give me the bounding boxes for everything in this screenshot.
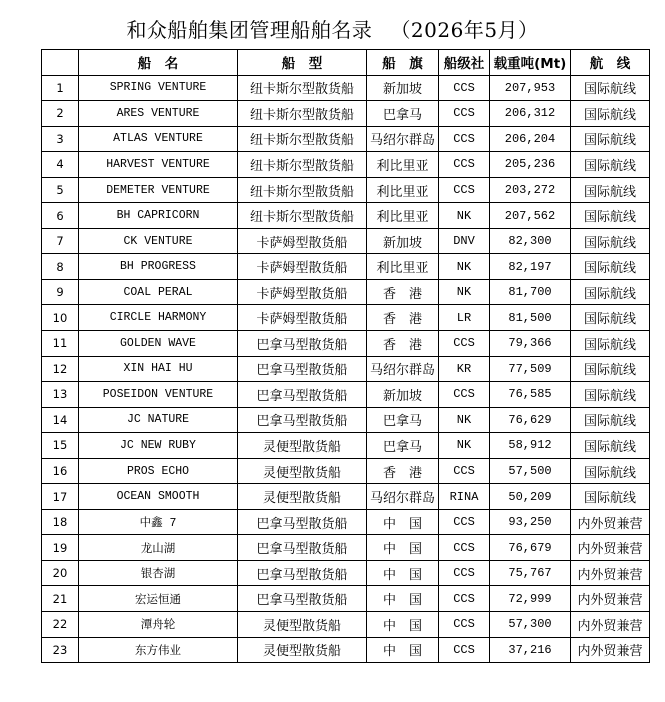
- dwt-cell: 50,209: [490, 484, 571, 510]
- ship-name-cell: XIN HAI HU: [79, 356, 238, 382]
- row-number: 11: [42, 331, 79, 357]
- ship-registry-table: [41, 49, 650, 663]
- flag-cell: 巴拿马: [367, 407, 439, 433]
- ship-name-cell: 中鑫 7: [79, 509, 238, 535]
- dwt-cell: 75,767: [490, 560, 571, 586]
- row-number: 2: [42, 101, 79, 127]
- table-row: [42, 637, 650, 663]
- table-row: [42, 356, 650, 382]
- flag-cell: 巴拿马: [367, 101, 439, 127]
- ship-type-cell: 巴拿马型散货船: [238, 331, 367, 357]
- row-number: 5: [42, 177, 79, 203]
- flag-cell: 香 港: [367, 279, 439, 305]
- row-number: 10: [42, 305, 79, 331]
- class-society-cell: CCS: [439, 101, 490, 127]
- class-society-cell: DNV: [439, 228, 490, 254]
- class-society-cell: LR: [439, 305, 490, 331]
- dwt-cell: 82,300: [490, 228, 571, 254]
- route-cell: 内外贸兼营: [571, 612, 650, 638]
- flag-cell: 马绍尔群岛: [367, 484, 439, 510]
- row-number: 16: [42, 458, 79, 484]
- ship-name-cell: OCEAN SMOOTH: [79, 484, 238, 510]
- ship-type-cell: 纽卡斯尔型散货船: [238, 101, 367, 127]
- ship-type-cell: 巴拿马型散货船: [238, 509, 367, 535]
- header-ship-type: 船 型: [238, 50, 367, 76]
- route-cell: 国际航线: [571, 203, 650, 229]
- dwt-cell: 37,216: [490, 637, 571, 663]
- flag-cell: 新加坡: [367, 228, 439, 254]
- dwt-cell: 57,500: [490, 458, 571, 484]
- route-cell: 国际航线: [571, 407, 650, 433]
- dwt-cell: 76,585: [490, 382, 571, 408]
- table-row: [42, 75, 650, 101]
- class-society-cell: CCS: [439, 126, 490, 152]
- ship-type-cell: 纽卡斯尔型散货船: [238, 152, 367, 178]
- dwt-cell: 58,912: [490, 433, 571, 459]
- ship-type-cell: 纽卡斯尔型散货船: [238, 203, 367, 229]
- table-row: [42, 203, 650, 229]
- class-society-cell: CCS: [439, 586, 490, 612]
- row-number: 14: [42, 407, 79, 433]
- route-cell: 内外贸兼营: [571, 535, 650, 561]
- row-number: 12: [42, 356, 79, 382]
- table-row: [42, 228, 650, 254]
- dwt-cell: 81,500: [490, 305, 571, 331]
- class-society-cell: NK: [439, 433, 490, 459]
- title-text: 和众船舶集团管理船舶名录: [126, 18, 373, 42]
- flag-cell: 中 国: [367, 509, 439, 535]
- row-number: 23: [42, 637, 79, 663]
- ship-name-cell: HARVEST VENTURE: [79, 152, 238, 178]
- ship-name-cell: 东方伟业: [79, 637, 238, 663]
- dwt-cell: 77,509: [490, 356, 571, 382]
- route-cell: 国际航线: [571, 305, 650, 331]
- class-society-cell: CCS: [439, 535, 490, 561]
- row-number: 7: [42, 228, 79, 254]
- dwt-cell: 205,236: [490, 152, 571, 178]
- route-cell: 国际航线: [571, 433, 650, 459]
- row-number: 13: [42, 382, 79, 408]
- dwt-cell: 206,312: [490, 101, 571, 127]
- ship-type-cell: 纽卡斯尔型散货船: [238, 126, 367, 152]
- route-cell: 国际航线: [571, 331, 650, 357]
- ship-name-cell: BH CAPRICORN: [79, 203, 238, 229]
- route-cell: 内外贸兼营: [571, 586, 650, 612]
- table-row: [42, 612, 650, 638]
- ship-type-cell: 卡萨姆型散货船: [238, 305, 367, 331]
- class-society-cell: CCS: [439, 612, 490, 638]
- flag-cell: 中 国: [367, 560, 439, 586]
- class-society-cell: NK: [439, 254, 490, 280]
- flag-cell: 利比里亚: [367, 254, 439, 280]
- flag-cell: 中 国: [367, 637, 439, 663]
- document-title: [0, 14, 665, 43]
- table-row: [42, 126, 650, 152]
- route-cell: 内外贸兼营: [571, 637, 650, 663]
- table-row: [42, 407, 650, 433]
- table-row: [42, 331, 650, 357]
- route-cell: 国际航线: [571, 382, 650, 408]
- class-society-cell: NK: [439, 279, 490, 305]
- route-cell: 内外贸兼营: [571, 509, 650, 535]
- ship-type-cell: 卡萨姆型散货船: [238, 228, 367, 254]
- row-number: 21: [42, 586, 79, 612]
- class-society-cell: RINA: [439, 484, 490, 510]
- ship-type-cell: 巴拿马型散货船: [238, 382, 367, 408]
- ship-name-cell: 宏运恒通: [79, 586, 238, 612]
- class-society-cell: CCS: [439, 637, 490, 663]
- route-cell: 国际航线: [571, 458, 650, 484]
- row-number: 9: [42, 279, 79, 305]
- route-cell: 国际航线: [571, 228, 650, 254]
- class-society-cell: CCS: [439, 177, 490, 203]
- dwt-cell: 207,953: [490, 75, 571, 101]
- class-society-cell: CCS: [439, 382, 490, 408]
- class-society-cell: NK: [439, 407, 490, 433]
- ship-type-cell: 灵便型散货船: [238, 484, 367, 510]
- title-date: （2026年5月）: [390, 18, 539, 42]
- route-cell: 内外贸兼营: [571, 560, 650, 586]
- ship-type-cell: 巴拿马型散货船: [238, 356, 367, 382]
- ship-type-cell: 灵便型散货船: [238, 458, 367, 484]
- ship-name-cell: ARES VENTURE: [79, 101, 238, 127]
- route-cell: 国际航线: [571, 101, 650, 127]
- route-cell: 国际航线: [571, 356, 650, 382]
- row-number: 18: [42, 509, 79, 535]
- class-society-cell: CCS: [439, 458, 490, 484]
- table-row: [42, 458, 650, 484]
- ship-name-cell: DEMETER VENTURE: [79, 177, 238, 203]
- ship-type-cell: 卡萨姆型散货船: [238, 279, 367, 305]
- table-row: [42, 152, 650, 178]
- ship-name-cell: JC NEW RUBY: [79, 433, 238, 459]
- flag-cell: 新加坡: [367, 382, 439, 408]
- ship-type-cell: 纽卡斯尔型散货船: [238, 177, 367, 203]
- ship-name-cell: POSEIDON VENTURE: [79, 382, 238, 408]
- flag-cell: 中 国: [367, 586, 439, 612]
- route-cell: 国际航线: [571, 279, 650, 305]
- class-society-cell: KR: [439, 356, 490, 382]
- ship-type-cell: 灵便型散货船: [238, 433, 367, 459]
- flag-cell: 香 港: [367, 305, 439, 331]
- flag-cell: 中 国: [367, 535, 439, 561]
- table-row: [42, 382, 650, 408]
- flag-cell: 马绍尔群岛: [367, 356, 439, 382]
- ship-name-cell: 银杏湖: [79, 560, 238, 586]
- ship-name-cell: SPRING VENTURE: [79, 75, 238, 101]
- class-society-cell: CCS: [439, 331, 490, 357]
- ship-name-cell: ATLAS VENTURE: [79, 126, 238, 152]
- ship-name-cell: JC NATURE: [79, 407, 238, 433]
- ship-type-cell: 巴拿马型散货船: [238, 586, 367, 612]
- table-row: [42, 177, 650, 203]
- row-number: 22: [42, 612, 79, 638]
- flag-cell: 马绍尔群岛: [367, 126, 439, 152]
- ship-type-cell: 纽卡斯尔型散货船: [238, 75, 367, 101]
- dwt-cell: 57,300: [490, 612, 571, 638]
- dwt-cell: 79,366: [490, 331, 571, 357]
- row-number: 3: [42, 126, 79, 152]
- table-row: [42, 560, 650, 586]
- table-row: [42, 586, 650, 612]
- header-class-society: 船级社: [439, 50, 490, 76]
- dwt-cell: 82,197: [490, 254, 571, 280]
- row-number: 8: [42, 254, 79, 280]
- flag-cell: 利比里亚: [367, 152, 439, 178]
- header-row: [42, 50, 650, 76]
- header-route: 航 线: [571, 50, 650, 76]
- table-row: [42, 433, 650, 459]
- dwt-cell: 76,629: [490, 407, 571, 433]
- table-row: [42, 484, 650, 510]
- row-number: 4: [42, 152, 79, 178]
- route-cell: 国际航线: [571, 152, 650, 178]
- row-number: 6: [42, 203, 79, 229]
- ship-type-cell: 灵便型散货船: [238, 612, 367, 638]
- ship-name-cell: 龙山湖: [79, 535, 238, 561]
- ship-name-cell: GOLDEN WAVE: [79, 331, 238, 357]
- flag-cell: 巴拿马: [367, 433, 439, 459]
- route-cell: 国际航线: [571, 177, 650, 203]
- header-ship-name: 船 名: [79, 50, 238, 76]
- ship-type-cell: 卡萨姆型散货船: [238, 254, 367, 280]
- route-cell: 国际航线: [571, 254, 650, 280]
- table-row: [42, 101, 650, 127]
- dwt-cell: 93,250: [490, 509, 571, 535]
- dwt-cell: 206,204: [490, 126, 571, 152]
- flag-cell: 中 国: [367, 612, 439, 638]
- class-society-cell: NK: [439, 203, 490, 229]
- dwt-cell: 207,562: [490, 203, 571, 229]
- header-flag: 船 旗: [367, 50, 439, 76]
- dwt-cell: 76,679: [490, 535, 571, 561]
- table-row: [42, 535, 650, 561]
- ship-type-cell: 灵便型散货船: [238, 637, 367, 663]
- ship-name-cell: CK VENTURE: [79, 228, 238, 254]
- table-body: [42, 75, 650, 663]
- dwt-cell: 81,700: [490, 279, 571, 305]
- ship-type-cell: 巴拿马型散货船: [238, 535, 367, 561]
- flag-cell: 利比里亚: [367, 203, 439, 229]
- row-number: 20: [42, 560, 79, 586]
- row-number: 1: [42, 75, 79, 101]
- ship-name-cell: BH PROGRESS: [79, 254, 238, 280]
- header-no: [42, 50, 79, 76]
- row-number: 17: [42, 484, 79, 510]
- route-cell: 国际航线: [571, 126, 650, 152]
- flag-cell: 利比里亚: [367, 177, 439, 203]
- table-row: [42, 305, 650, 331]
- ship-name-cell: 潭舟轮: [79, 612, 238, 638]
- dwt-cell: 203,272: [490, 177, 571, 203]
- flag-cell: 新加坡: [367, 75, 439, 101]
- flag-cell: 香 港: [367, 458, 439, 484]
- route-cell: 国际航线: [571, 75, 650, 101]
- class-society-cell: CCS: [439, 152, 490, 178]
- table-row: [42, 509, 650, 535]
- ship-name-cell: COAL PERAL: [79, 279, 238, 305]
- class-society-cell: CCS: [439, 75, 490, 101]
- row-number: 15: [42, 433, 79, 459]
- ship-type-cell: 巴拿马型散货船: [238, 407, 367, 433]
- ship-name-cell: CIRCLE HARMONY: [79, 305, 238, 331]
- dwt-cell: 72,999: [490, 586, 571, 612]
- class-society-cell: CCS: [439, 509, 490, 535]
- header-dwt: 载重吨(Mt): [490, 50, 571, 76]
- row-number: 19: [42, 535, 79, 561]
- ship-name-cell: PROS ECHO: [79, 458, 238, 484]
- table-row: [42, 254, 650, 280]
- route-cell: 国际航线: [571, 484, 650, 510]
- class-society-cell: CCS: [439, 560, 490, 586]
- ship-type-cell: 巴拿马型散货船: [238, 560, 367, 586]
- table-row: [42, 279, 650, 305]
- flag-cell: 香 港: [367, 331, 439, 357]
